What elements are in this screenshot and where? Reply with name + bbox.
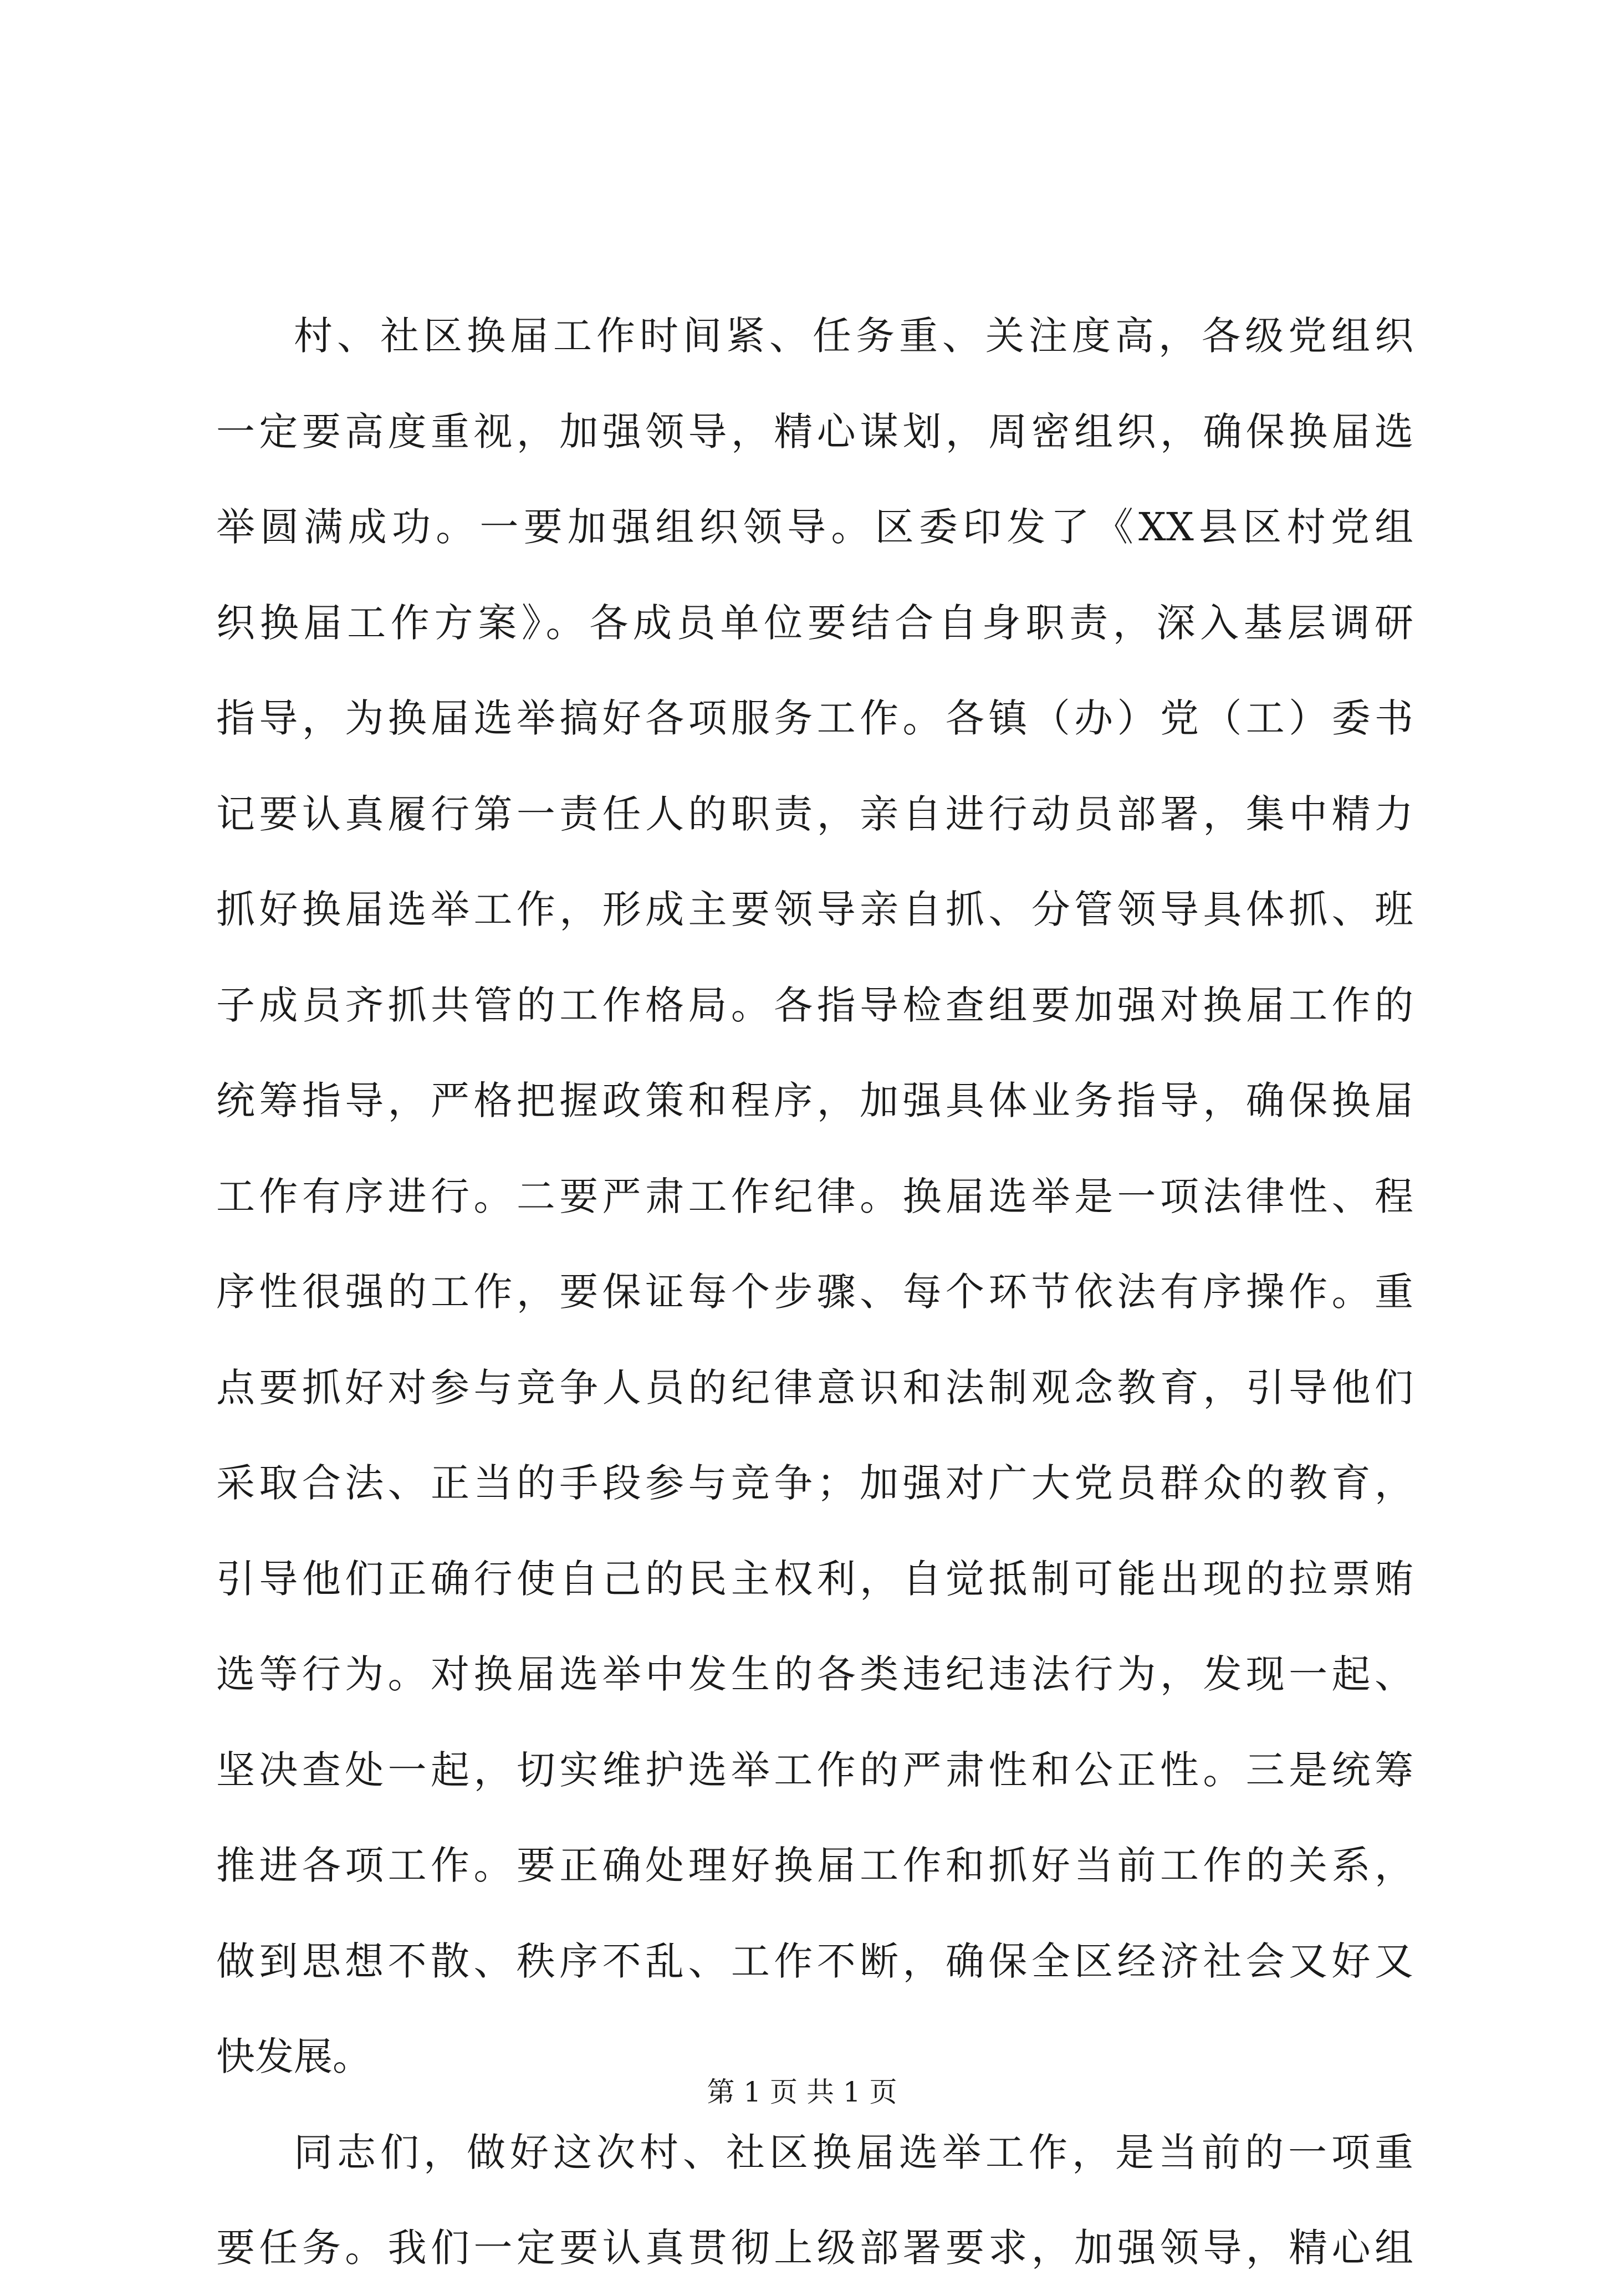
paragraph-2-line-2: 要任务。我们一定要认真贯彻上级部署要求，加强领导，精心组	[216, 2225, 1413, 2271]
paragraph-1-line-13: 采取合法、正当的手段参与竞争；加强对广大党员群众的教育，	[216, 1460, 1413, 1506]
paragraph-1-line-9: 统筹指导，严格把握政策和程序，加强具体业务指导，确保换届	[216, 1078, 1413, 1123]
paragraph-1-line-18: 做到思想不散、秩序不乱、工作不断，确保全区经济社会又好又	[216, 1938, 1413, 1984]
paragraph-1-line-4: 织换届工作方案》。各成员单位要结合自身职责，深入基层调研	[216, 600, 1413, 646]
paragraph-1-line-12: 点要抓好对参与竞争人员的纪律意识和法制观念教育，引导他们	[216, 1364, 1413, 1410]
body-text	[216, 288, 1413, 2296]
paragraph-1-line-1: 村、社区换届工作时间紧、任务重、关注度高，各级党组织	[294, 313, 1413, 359]
paragraph-1-line-2: 一定要高度重视，加强领导，精心谋划，周密组织，确保换届选	[216, 408, 1413, 454]
paragraph-1-line-8: 子成员齐抓共管的工作格局。各指导检查组要加强对换届工作的	[216, 982, 1413, 1028]
paragraph-1-line-11: 序性很强的工作，要保证每个步骤、每个环节依法有序操作。重	[216, 1269, 1413, 1315]
paragraph-1-line-19: 快发展。	[216, 2034, 371, 2079]
paragraph-2-line-1: 同志们，做好这次村、社区换届选举工作，是当前的一项重	[294, 2129, 1413, 2175]
paragraph-1-line-14: 引导他们正确行使自己的民主权利，自觉抵制可能出现的拉票贿	[216, 1556, 1413, 1602]
paragraph-1-line-5: 指导，为换届选举搞好各项服务工作。各镇（办）党（工）委书	[216, 696, 1413, 741]
paragraph-1-line-3: 举圆满成功。一要加强组织领导。区委印发了《XX县区村党组	[216, 504, 1413, 550]
paragraph-1-line-16: 坚决查处一起，切实维护选举工作的严肃性和公正性。三是统筹	[216, 1747, 1413, 1793]
paragraph-1-line-10: 工作有序进行。二要严肃工作纪律。换届选举是一项法律性、程	[216, 1173, 1413, 1219]
page-number-footer: 第 1 页 共 1 页	[707, 2076, 897, 2108]
paragraph-1-line-7: 抓好换届选举工作，形成主要领导亲自抓、分管领导具体抓、班	[216, 887, 1413, 932]
paragraph-1-line-17: 推进各项工作。要正确处理好换届工作和抓好当前工作的关系，	[216, 1843, 1413, 1888]
paragraph-1-line-15: 选等行为。对换届选举中发生的各类违纪违法行为，发现一起、	[216, 1651, 1413, 1697]
paragraph-1-line-6: 记要认真履行第一责任人的职责，亲自进行动员部署，集中精力	[216, 791, 1413, 837]
